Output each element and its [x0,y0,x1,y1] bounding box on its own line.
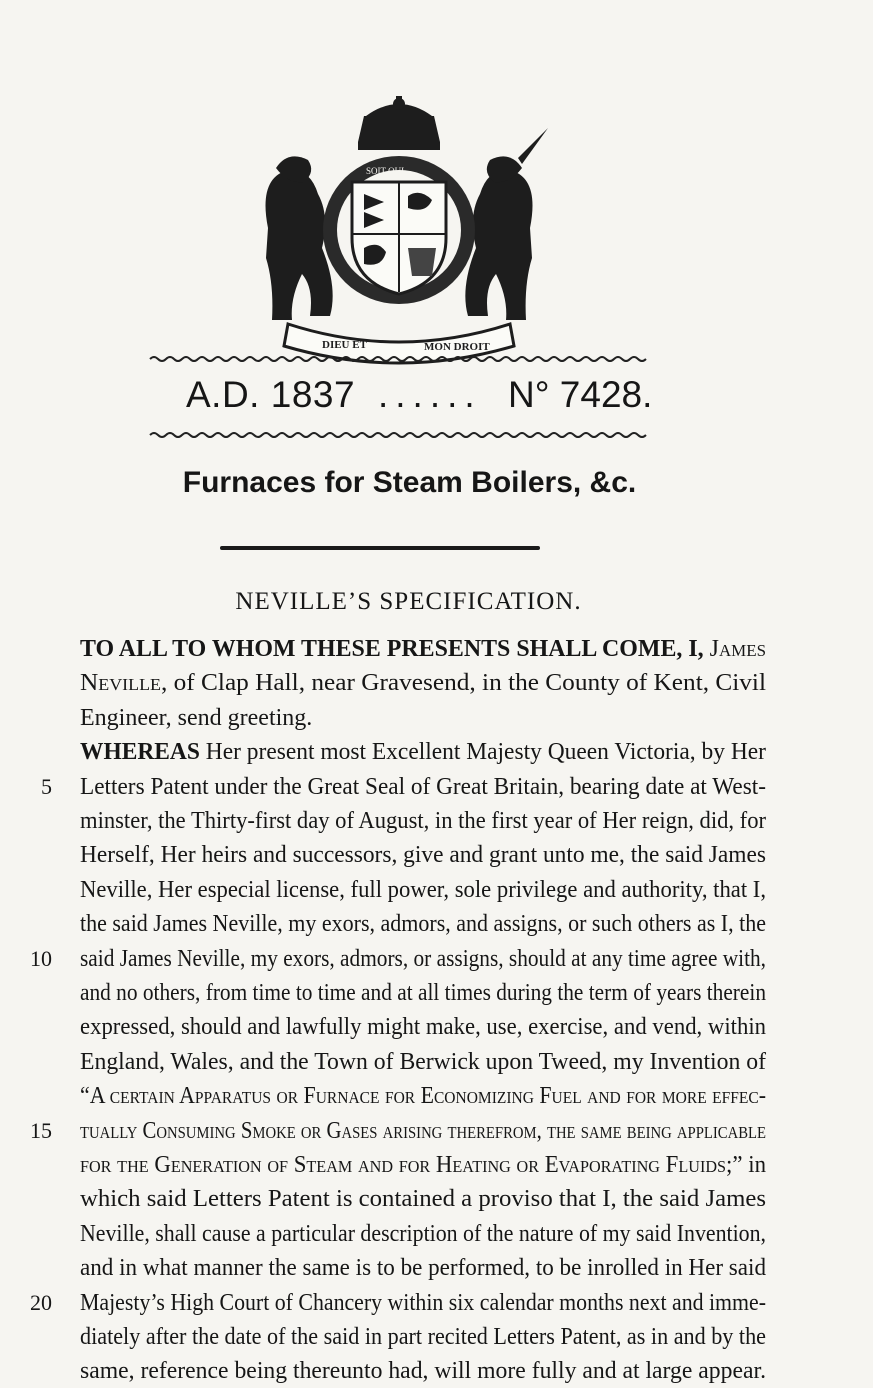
line-text [80,735,766,769]
line-segment: said James Neville, my exors, admors, or assigns, should at any time agree with, [80,945,766,972]
line-segment: TO ALL TO WHOM THESE PRESENTS SHALL COME, I, [80,636,710,662]
crown-icon [358,96,440,150]
text-line [80,976,851,1010]
patent-year: A.D. 1837 [186,374,356,415]
text-line [80,1148,801,1182]
line-text [80,838,766,872]
line-segment: diately after the date of the said in part recited Letters Patent, as in and by the [80,1324,766,1350]
line-segment: and in what manner the same is to be performed, to be inrolled in Her said [80,1255,766,1282]
garter-text: SOIT QUI [366,166,405,176]
text-line [30,1114,873,1148]
line-segment: , of Clap Hall, near Gravesend, in the County of Kent, Civil [160,670,766,697]
text-line [80,873,807,907]
line-text [80,1010,766,1044]
line-text [80,1217,766,1251]
wavy-rule-bottom [150,430,652,440]
lion-icon [266,156,333,320]
text-line [80,804,809,838]
text-line [80,1079,832,1113]
line-segment: minster, the Thirty-first day of August, in the first year of Her reign, did, for [80,808,766,834]
text-line [80,735,782,769]
line-number: 15 [30,1117,52,1143]
divider-rule [220,546,540,550]
patent-number: N° 7428. [508,374,653,415]
line-segment: Neville [80,670,161,697]
line-text [80,632,766,666]
line-segment: which said Letters Patent is contained a proviso that I, the said James [80,1186,766,1213]
line-text [80,1079,766,1113]
line-segment: expressed, should and lawfully might make, use, exercise, and vend, within [80,1014,766,1041]
line-segment: for the Generation of Steam and for Heating or Evaporating Fluids; [80,1152,733,1178]
text-line [80,1251,793,1285]
text-line [41,770,787,804]
line-text [80,1148,766,1182]
line-number: 20 [30,1289,52,1315]
line-text [80,1182,766,1216]
text-line [80,666,766,700]
motto-text: DIEU ET [322,339,367,351]
line-text [80,942,766,976]
line-segment: and no others, from time to time and at all times during the term of years therein [80,980,766,1006]
line-segment: Majesty’s High Court of Chancery within six calendar months next and imme- [80,1289,766,1316]
line-text [80,804,766,838]
line-segment: “A certain Apparatus or Furnace for Economizing Fuel and for more effec- [80,1083,766,1110]
line-segment: Neville, Her especial license, full power, sole privilege and authority, that I, [80,876,766,903]
line-number: 5 [41,773,52,799]
line-text [80,907,766,941]
line-segment: tually Consuming Smoke or Gases arising therefrom, the same being applicable [80,1117,766,1144]
line-text [80,1286,766,1320]
line-segment: Engineer, send greeting. [80,704,313,731]
text-line [30,942,852,976]
line-text [80,1354,766,1388]
text-line [80,838,783,872]
specification-title: NEVILLE’S SPECIFICATION. [235,588,582,615]
text-line [80,1182,766,1216]
line-text [80,873,766,907]
leader-dots: ...... [378,374,482,415]
text-line [80,907,829,941]
line-text [80,1114,766,1148]
patent-header [0,362,801,432]
line-text [80,976,766,1010]
shield-icon [352,182,446,294]
royal-coat-of-arms [218,98,580,368]
line-segment: England, Wales, and the Town of Berwick upon Tweed, my Invention of [80,1048,766,1075]
line-segment: Her present most Excellent Majesty Queen Victoria, by Her [199,739,766,766]
unicorn-icon [465,128,548,320]
line-text [80,1320,766,1354]
line-segment: Neville, shall cause a particular description of the nature of my said Invention, [80,1220,766,1247]
line-segment: the said James Neville, my exors, admors, and assigns, or such others as I, the [80,911,766,938]
text-line [80,1217,833,1251]
text-line [80,1045,775,1079]
text-line [80,1010,805,1044]
line-number: 10 [30,945,52,971]
text-line [80,1354,775,1388]
text-line [80,632,769,666]
text-line [80,1320,823,1354]
line-segment: Herself, Her heirs and successors, give and grant unto me, the said James [80,842,766,869]
line-segment: WHEREAS [80,739,200,766]
line-segment: ” in [732,1152,766,1178]
line-text [80,770,766,804]
subject-title: Furnaces for Steam Boilers, &c. [182,466,637,499]
line-segment: Letters Patent under the Great Seal of Great Britain, bearing date at West- [80,773,766,800]
text-line [30,1286,834,1320]
line-segment: James [709,636,766,662]
line-text [80,1251,766,1285]
line-segment: same, reference being thereunto had, will more fully and at large appear. [80,1358,766,1385]
line-text [80,1045,766,1079]
line-text [80,666,766,700]
line-text [80,701,312,735]
text-line [80,701,312,735]
motto-text-2: MON DROIT [424,341,490,353]
